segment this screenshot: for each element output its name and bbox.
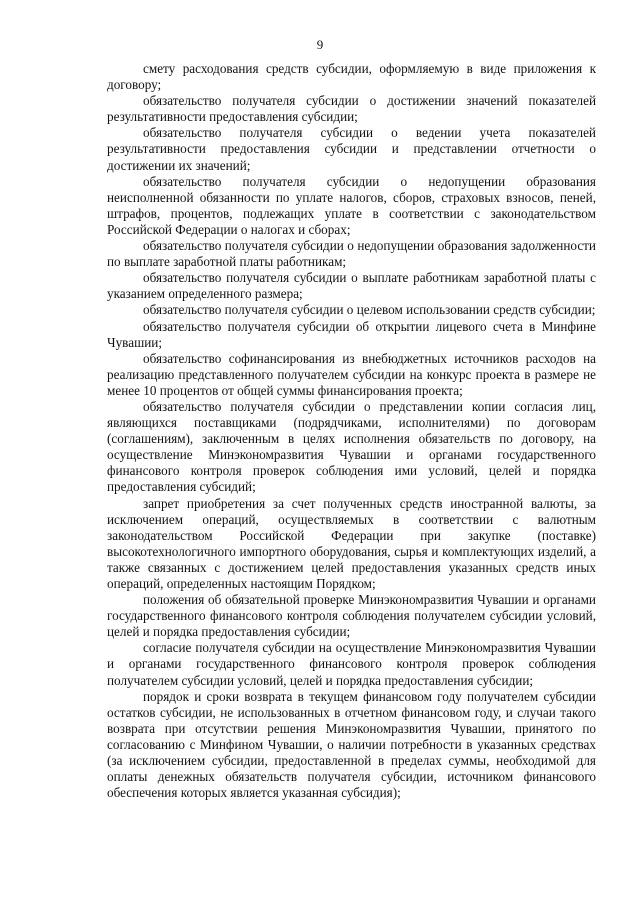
paragraph-wage-arrears: обязательство получателя субсидии о недопущении образования задолженности по выплате заработной платы работникам; bbox=[107, 238, 596, 270]
paragraph-wage-amount: обязательство получателя субсидии о выплате работникам заработной платы с указанием определенного размера; bbox=[107, 270, 596, 302]
paragraph-reporting: обязательство получателя субсидии о ведении учета показателей результативности предоставления субсидии и представлении отчетности о достижении их значений; bbox=[107, 125, 596, 173]
paragraph-account-opening: обязательство получателя субсидии об открытии лицевого счета в Минфине Чувашии; bbox=[107, 318, 596, 350]
paragraph-mandatory-audit: положения об обязательной проверке Минэкономразвития Чувашии и органами государственного финансового контроля соблюдения получателем субсидии условий, целей и порядка предоставления субсидии; bbox=[107, 592, 596, 640]
paragraph-results-indicators: обязательство получателя субсидии о достижении значений показателей результативности предоставления субсидии; bbox=[107, 93, 596, 125]
paragraph-smeta: смету расходования средств субсидии, оформляемую в виде приложения к договору; bbox=[107, 61, 596, 93]
paragraph-cofinancing: обязательство софинансирования из внебюджетных источников расходов на реализацию представленного получателем субсидии на конкурс проекта в размере не менее 10 процентов от общей суммы финансирования проекта; bbox=[107, 350, 596, 398]
document-body bbox=[107, 61, 596, 801]
paragraph-supplier-consent: обязательство получателя субсидии о представлении копии согласия лиц, являющихся поставщиками (подрядчиками, исполнителями) по договорам (соглашениям), заключенным в целях исполнения обязательств по договору, на осуществление Минэкономразвития Чувашии и органами государственного финансового контроля проверок соблюдения ими условий, целей и порядка предоставления субсидий; bbox=[107, 398, 596, 495]
paragraph-refund-procedure: порядок и сроки возврата в текущем финансовом году получателем субсидии остатков субсидии, не использованных в отчетном финансовом году, и случаи такого возврата при отсутствии решения Минэкономразвития Чувашии, принятого по согласованию с Минфином Чувашии, о наличии потребности в указанных средствах (за исключением субсидии, предоставленной в пределах суммы, необходимой для оплаты денежных обязательств получателя субсидии, источником финансового обеспечения которых является указанная субсидия); bbox=[107, 688, 596, 801]
page-number: 9 bbox=[316, 37, 324, 52]
paragraph-targeted-use: обязательство получателя субсидии о целевом использовании средств субсидии; bbox=[143, 302, 596, 318]
paragraph-tax-obligations: обязательство получателя субсидии о недопущении образования неисполненной обязанности по уплате налогов, сборов, страховых взносов, пеней, штрафов, процентов, подлежащих уплате в соответствии с законодательством Российской Федерации о налогах и сборах; bbox=[107, 173, 596, 237]
paragraph-currency-ban: запрет приобретения за счет полученных средств иностранной валюты, за исключением операций, осуществляемых в соответствии с валютным законодательством Российской Федерации при закупке (поставке) высокотехнологичного импортного оборудования, сырья и комплектующих изделий, а также связанных с достижением целей предоставления указанных средств иных операций, определенных настоящим Порядком; bbox=[107, 495, 596, 591]
paragraph-audit-consent: согласие получателя субсидии на осуществление Минэкономразвития Чувашии и органами государственного финансового контроля проверок соблюдения получателем субсидии условий, целей и порядка предоставления субсидии; bbox=[107, 640, 596, 688]
